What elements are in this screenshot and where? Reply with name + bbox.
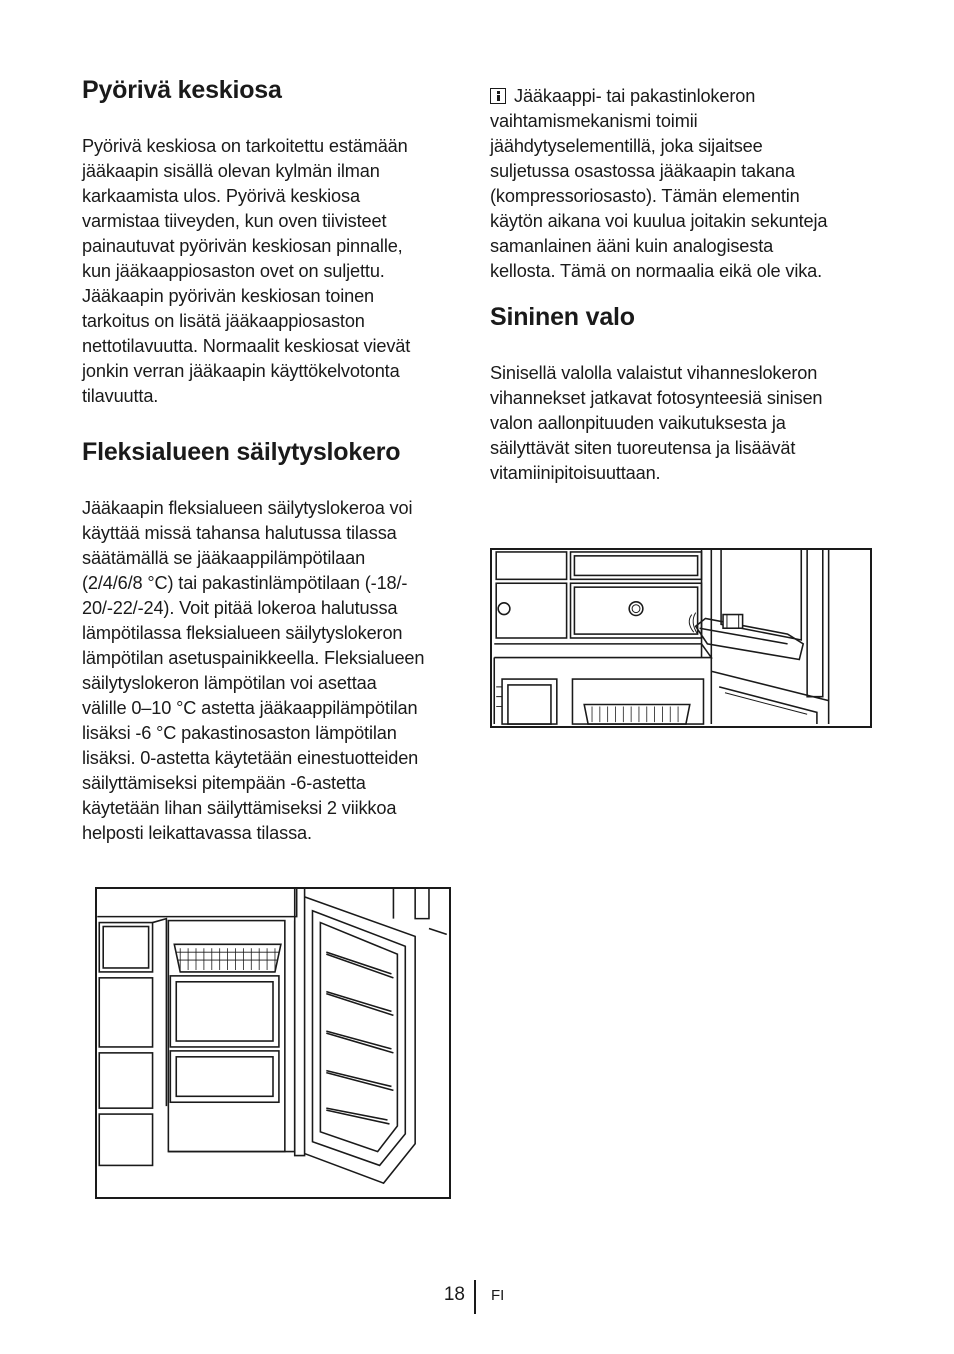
text-line: suljetussa osastossa jääkaapin takana [490,161,795,181]
text-line: välille 0–10 °C astetta jääkaappilämpötilan [82,698,418,718]
text-line: vitamiinipitoisuuttaan. [490,463,661,483]
paragraph-rotating-center [82,134,410,409]
footer-divider [474,1280,476,1314]
heading-blue-light: Sininen valo [490,303,635,331]
heading-rotating-center: Pyörivä keskiosa [82,76,282,104]
text-line: käyttää missä tahansa halutussa tilassa [82,523,397,543]
text-line: säilyttävät siten tuoreutensa ja lisäävät [490,438,796,458]
text-line: jonkin verran jääkaapin käyttökelvotonta [82,361,400,381]
text-line: lisäksi -6 °C pakastinosaston lämpötilan [82,723,397,743]
text-line: 20/-22/-24). Voit pitää lokeroa halutussa [82,598,398,618]
text-line: Jääkaapin fleksialueen säilytyslokeroa voi [82,498,413,518]
heading-flex-zone: Fleksialueen säilytyslokero [82,438,401,466]
page-footer [0,1280,954,1316]
text-line: lämpötilassa fleksialueen säilytyslokeron [82,623,403,643]
page-number: 18 [443,1284,465,1305]
info-icon [490,88,506,104]
text-line [490,84,827,109]
illustration-blue-light [490,548,872,728]
text-line: varmistaa tiiveyden, kun oven tiivisteet [82,211,387,231]
text-line: jääkaapin sisällä olevan kylmän ilman [82,161,380,181]
illustration-flex-drawer [95,887,451,1199]
text-line: valon aallonpituuden vaikutuksesta ja [490,413,786,433]
text-line: Pyörivä keskiosa on tarkoitettu estämään [82,136,408,156]
text-line: vaihtamismekanismi toimii [490,111,698,131]
text-line: tarkoitus on lisätä jääkaappiosaston [82,311,365,331]
text-line: samanlainen ääni kuin analogisesta [490,236,774,256]
text-line: (kompressoriosasto). Tämän elementin [490,186,800,206]
text-line: Jääkaapin pyörivän keskiosan toinen [82,286,375,306]
text-line: Sinisellä valolla valaistut vihanneslokeron [490,363,818,383]
fridge-freezer-drawing [97,889,449,1197]
info-note [490,84,827,284]
paragraph-blue-light [490,361,822,486]
text-line: tilavuutta. [82,386,159,406]
text-line: helposti leikattavassa tilassa. [82,823,312,843]
text-line: lämpötilan asetuspainikkeella. Fleksialueen [82,648,425,668]
text-line: nettotilavuutta. Normaalit keskiosat vievät [82,336,411,356]
text-line: vihannekset jatkavat fotosynteesiä sinisen [490,388,823,408]
crisper-blue-light-drawing [492,550,870,726]
text-line: karkaamista ulos. Pyörivä keskiosa [82,186,360,206]
text-line: (2/4/6/8 °C) tai pakastinlämpötilaan (-18/- [82,573,408,593]
text-line: lisäksi. 0-astetta käytetään einestuotteiden [82,748,419,768]
info-note-first-line: Jääkaappi- tai pakastinlokeron [514,86,756,106]
text-line: käytön aikana voi kuulua joitakin sekunteja [490,211,828,231]
text-line: kun jääkaappiosaston ovet on suljettu. [82,261,385,281]
paragraph-flex-zone [82,496,424,846]
text-line: säilytyslokeron lämpötilan voi asettaa [82,673,377,693]
text-line: painautuvat pyörivän keskiosan pinnalle, [82,236,403,256]
text-line: säilyttämiseksi pitempään -6-astetta [82,773,366,793]
text-line: käytetään lihan säilyttämiseksi 2 viikkoa [82,798,397,818]
text-line: kellosta. Tämä on normaalia eikä ole vika. [490,261,823,281]
text-line: jäähdytyselementillä, joka sijaitsee [490,136,763,156]
language-code: FI [491,1287,505,1304]
text-line: säätämällä se jääkaappilämpötilaan [82,548,366,568]
